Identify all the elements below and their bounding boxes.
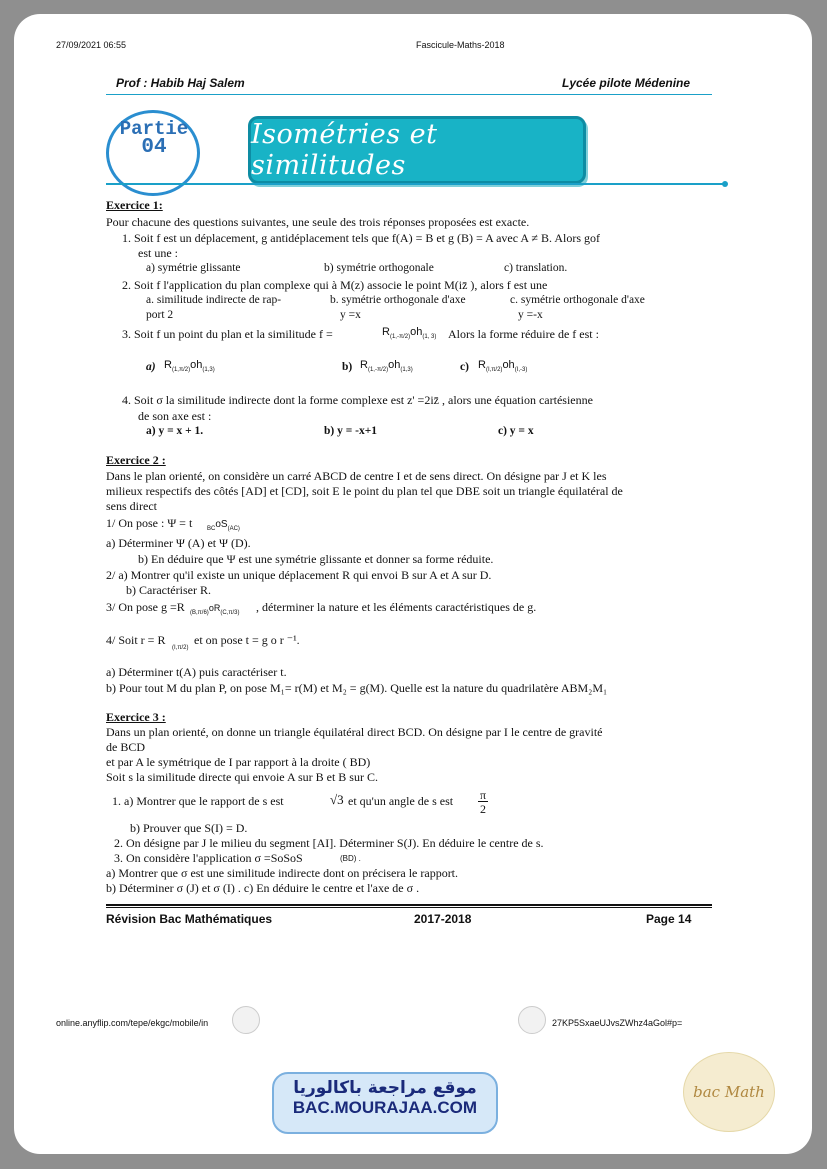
- ex2-line: milieux respectifs des côtés [AD] et [CD], soit E le point du plan tel que DBE soit un triangle équilatéral de: [106, 484, 623, 498]
- partie-number: 04: [141, 136, 167, 159]
- ex3-line: 1. a) Montrer que le rapport de s est: [112, 794, 284, 808]
- ex1-q1-opt-b: b) symétrie orthogonale: [324, 262, 434, 274]
- ex2-line: et on pose t = g o r ⁻¹.: [194, 633, 300, 647]
- url-left: online.anyflip.com/tepe/ekgc/mobile/in: [56, 1018, 209, 1028]
- ex3-sigma-sub: (BD) .: [340, 854, 361, 863]
- site-logo-icon: [232, 1006, 260, 1034]
- ex1-q3-opt-a: a): [146, 361, 156, 373]
- ex2-line: a) Déterminer Ψ (A) et Ψ (D).: [106, 536, 251, 550]
- school-name: Lycée pilote Médenine: [562, 76, 691, 90]
- ex2-line: a) Déterminer t(A) puis caractériser t.: [106, 665, 287, 679]
- ex1-q4-opt-c: c) y = x: [498, 425, 534, 437]
- ex1-q3-opt-a-formula: $R_{(1,\pi/2)}oh_{(1,3)}$: [164, 359, 215, 374]
- ex1-q3-opt-b: b): [342, 361, 353, 373]
- ex3-line: b) Déterminer σ (J) et σ (I) . c) En déduire le centre et l'axe de σ .: [106, 881, 420, 895]
- ad-arabic-text: موقع مراجعة باكالوريا: [293, 1078, 477, 1098]
- ex2-g-formula: $_{(B,\pi/6)}oR_{(C,\pi/3)}$: [190, 603, 240, 616]
- ex1-q4-opt-a: a) y = x + 1.: [146, 425, 204, 437]
- ex1-q2-opt-b: b. symétrie orthogonale d'axe: [330, 294, 466, 306]
- ex1-q1-opt-a: a) symétrie glissante: [146, 262, 241, 274]
- ex1-intro: Pour chacune des questions suivantes, une seule des trois réponses proposées est exacte.: [106, 215, 530, 229]
- ex1-q1-cont: est une :: [138, 246, 178, 260]
- ex3-title: Exercice 3 :: [106, 710, 166, 724]
- document-page: [14, 14, 812, 1154]
- ex3-line: et par A le symétrique de I par rapport à la droite ( BD): [106, 755, 371, 769]
- rule-end-dot: [722, 181, 728, 187]
- ex2-line: 2/ a) Montrer qu'il existe un unique déplacement R qui envoi B sur A et A sur D.: [106, 568, 492, 582]
- ex2-line: Dans le plan orienté, on considère un carré ABCD de centre I et de sens direct. On désigne par J et K les: [106, 469, 607, 483]
- footer-rule: [106, 904, 712, 906]
- ex2-line: b) Caractériser R.: [126, 583, 211, 597]
- ex1-q3-opt-c-formula: $R_{(I,\pi/2)}oh_{(I,-3)}$: [478, 359, 528, 374]
- ex1-q3-opt-c: c): [460, 361, 469, 373]
- site-logo-icon: [518, 1006, 546, 1034]
- prof-name: Prof : Habib Haj Salem: [116, 76, 245, 90]
- ex1-q3-formula: $R_{(1,-\pi/2)}oh_{(1, 3)}$: [382, 326, 437, 341]
- url-right: 27KP5SxaeUJvsZWhz4aGol#p=: [552, 1018, 683, 1028]
- banner-rule: [106, 183, 724, 185]
- ex1-q2-opt-a2: port 2: [146, 309, 174, 321]
- ex3-line: Dans un plan orienté, on donne un triangle équilatéral direct BCD. On désigne par I le centre de gravité: [106, 725, 603, 739]
- chapter-banner: [248, 116, 586, 184]
- ex3-line: Soit s la similitude directe qui envoie A sur B et B sur C.: [106, 770, 378, 784]
- ex2-line: , déterminer la nature et les éléments caractéristiques de g.: [256, 600, 537, 614]
- partie-label: Partie: [119, 118, 189, 140]
- ex1-q1-opt-c: c) translation.: [504, 262, 568, 274]
- footer-rule-2: [106, 907, 712, 908]
- ex2-line: sens direct: [106, 499, 157, 513]
- ex1-q3-cont: Alors la forme réduire de f est :: [448, 327, 599, 341]
- header-rule: [106, 94, 712, 95]
- print-date: 27/09/2021 06:55: [56, 40, 127, 50]
- print-title: Fascicule-Maths-2018: [416, 40, 505, 50]
- ex2-line: 3/ On pose g =R: [106, 600, 185, 614]
- site-ad-banner[interactable]: [272, 1072, 498, 1134]
- ex3-line: a) Montrer que σ est une similitude indirecte dont on précisera le rapport.: [106, 866, 459, 880]
- ex1-q2-opt-c: c. symétrie orthogonale d'axe: [510, 294, 645, 306]
- ex1-q2-opt-a: a. similitude indirecte de rap-: [146, 294, 282, 306]
- ex3-line: 2. On désigne par J le milieu du segment [AI]. Déterminer S(J). En déduire le centre de s.: [114, 836, 544, 850]
- ex2-psi-formula: $_{BC}oS_{(AC)}$: [207, 519, 240, 532]
- footer-center: 2017-2018: [414, 912, 472, 926]
- ex1-q2-opt-b2: y =x: [340, 309, 361, 321]
- ex3-line: b) Prouver que S(I) = D.: [130, 821, 248, 835]
- ex1-q4-opt-b: b) y = -x+1: [324, 425, 378, 437]
- ex1-q2: 2. Soit f l'application du plan complexe qui à M(z) associe le point M(iz̄ ), alors f est une: [122, 278, 548, 292]
- ex2-line: 1/ On pose : Ψ = t: [106, 516, 193, 530]
- ex3-sqrt3: √3: [330, 792, 344, 807]
- bac-math-logo: bac Math: [683, 1052, 775, 1132]
- chapter-title: Isométries et similitudes: [251, 119, 438, 181]
- ex1-q4: 4. Soit σ la similitude indirecte dont la forme complexe est z' =2iz̄ , alors une équation cartésienne: [122, 393, 593, 407]
- ex3-line: 3. On considère l'application σ =SoSoS: [114, 851, 303, 865]
- ex3-line: et qu'un angle de s est: [348, 794, 454, 808]
- ex2-line: b) En déduire que Ψ est une symétrie glissante et donner sa forme réduite.: [138, 552, 494, 566]
- ex2-title: Exercice 2 :: [106, 453, 166, 467]
- ex1-title: Exercice 1:: [106, 198, 163, 212]
- ad-english-text: BAC.MOURAJAA.COM: [292, 1098, 478, 1117]
- ex1-q1: 1. Soit f est un déplacement, g antidéplacement tels que f(A) = B et g (B) = A avec A ≠ B. Alors gof: [122, 231, 601, 245]
- footer-right: Page 14: [646, 912, 692, 926]
- ex1-q4-cont: de son axe est :: [138, 409, 212, 423]
- ex2-line: b) Pour tout M du plan P, on pose M₁= r(M) et M₂ = g(M). Quelle est la nature du quadrilatère ABM₂M₁: [106, 681, 608, 695]
- ex3-line: de BCD: [106, 740, 145, 754]
- ex2-line: 4/ Soit r = R: [106, 633, 166, 647]
- footer-left: Révision Bac Mathématiques: [106, 912, 273, 926]
- ex1-q2-opt-c2: y =-x: [518, 309, 543, 321]
- ex1-q3-opt-b-formula: $R_{(1,-\pi/2)}oh_{(1,3)}$: [360, 359, 413, 374]
- ex2-r-formula: (I,π/2): [172, 644, 189, 651]
- ex1-q3: 3. Soit f un point du plan et la similitude f =: [122, 327, 333, 341]
- ex3-pi-over-2: π 2: [479, 788, 487, 816]
